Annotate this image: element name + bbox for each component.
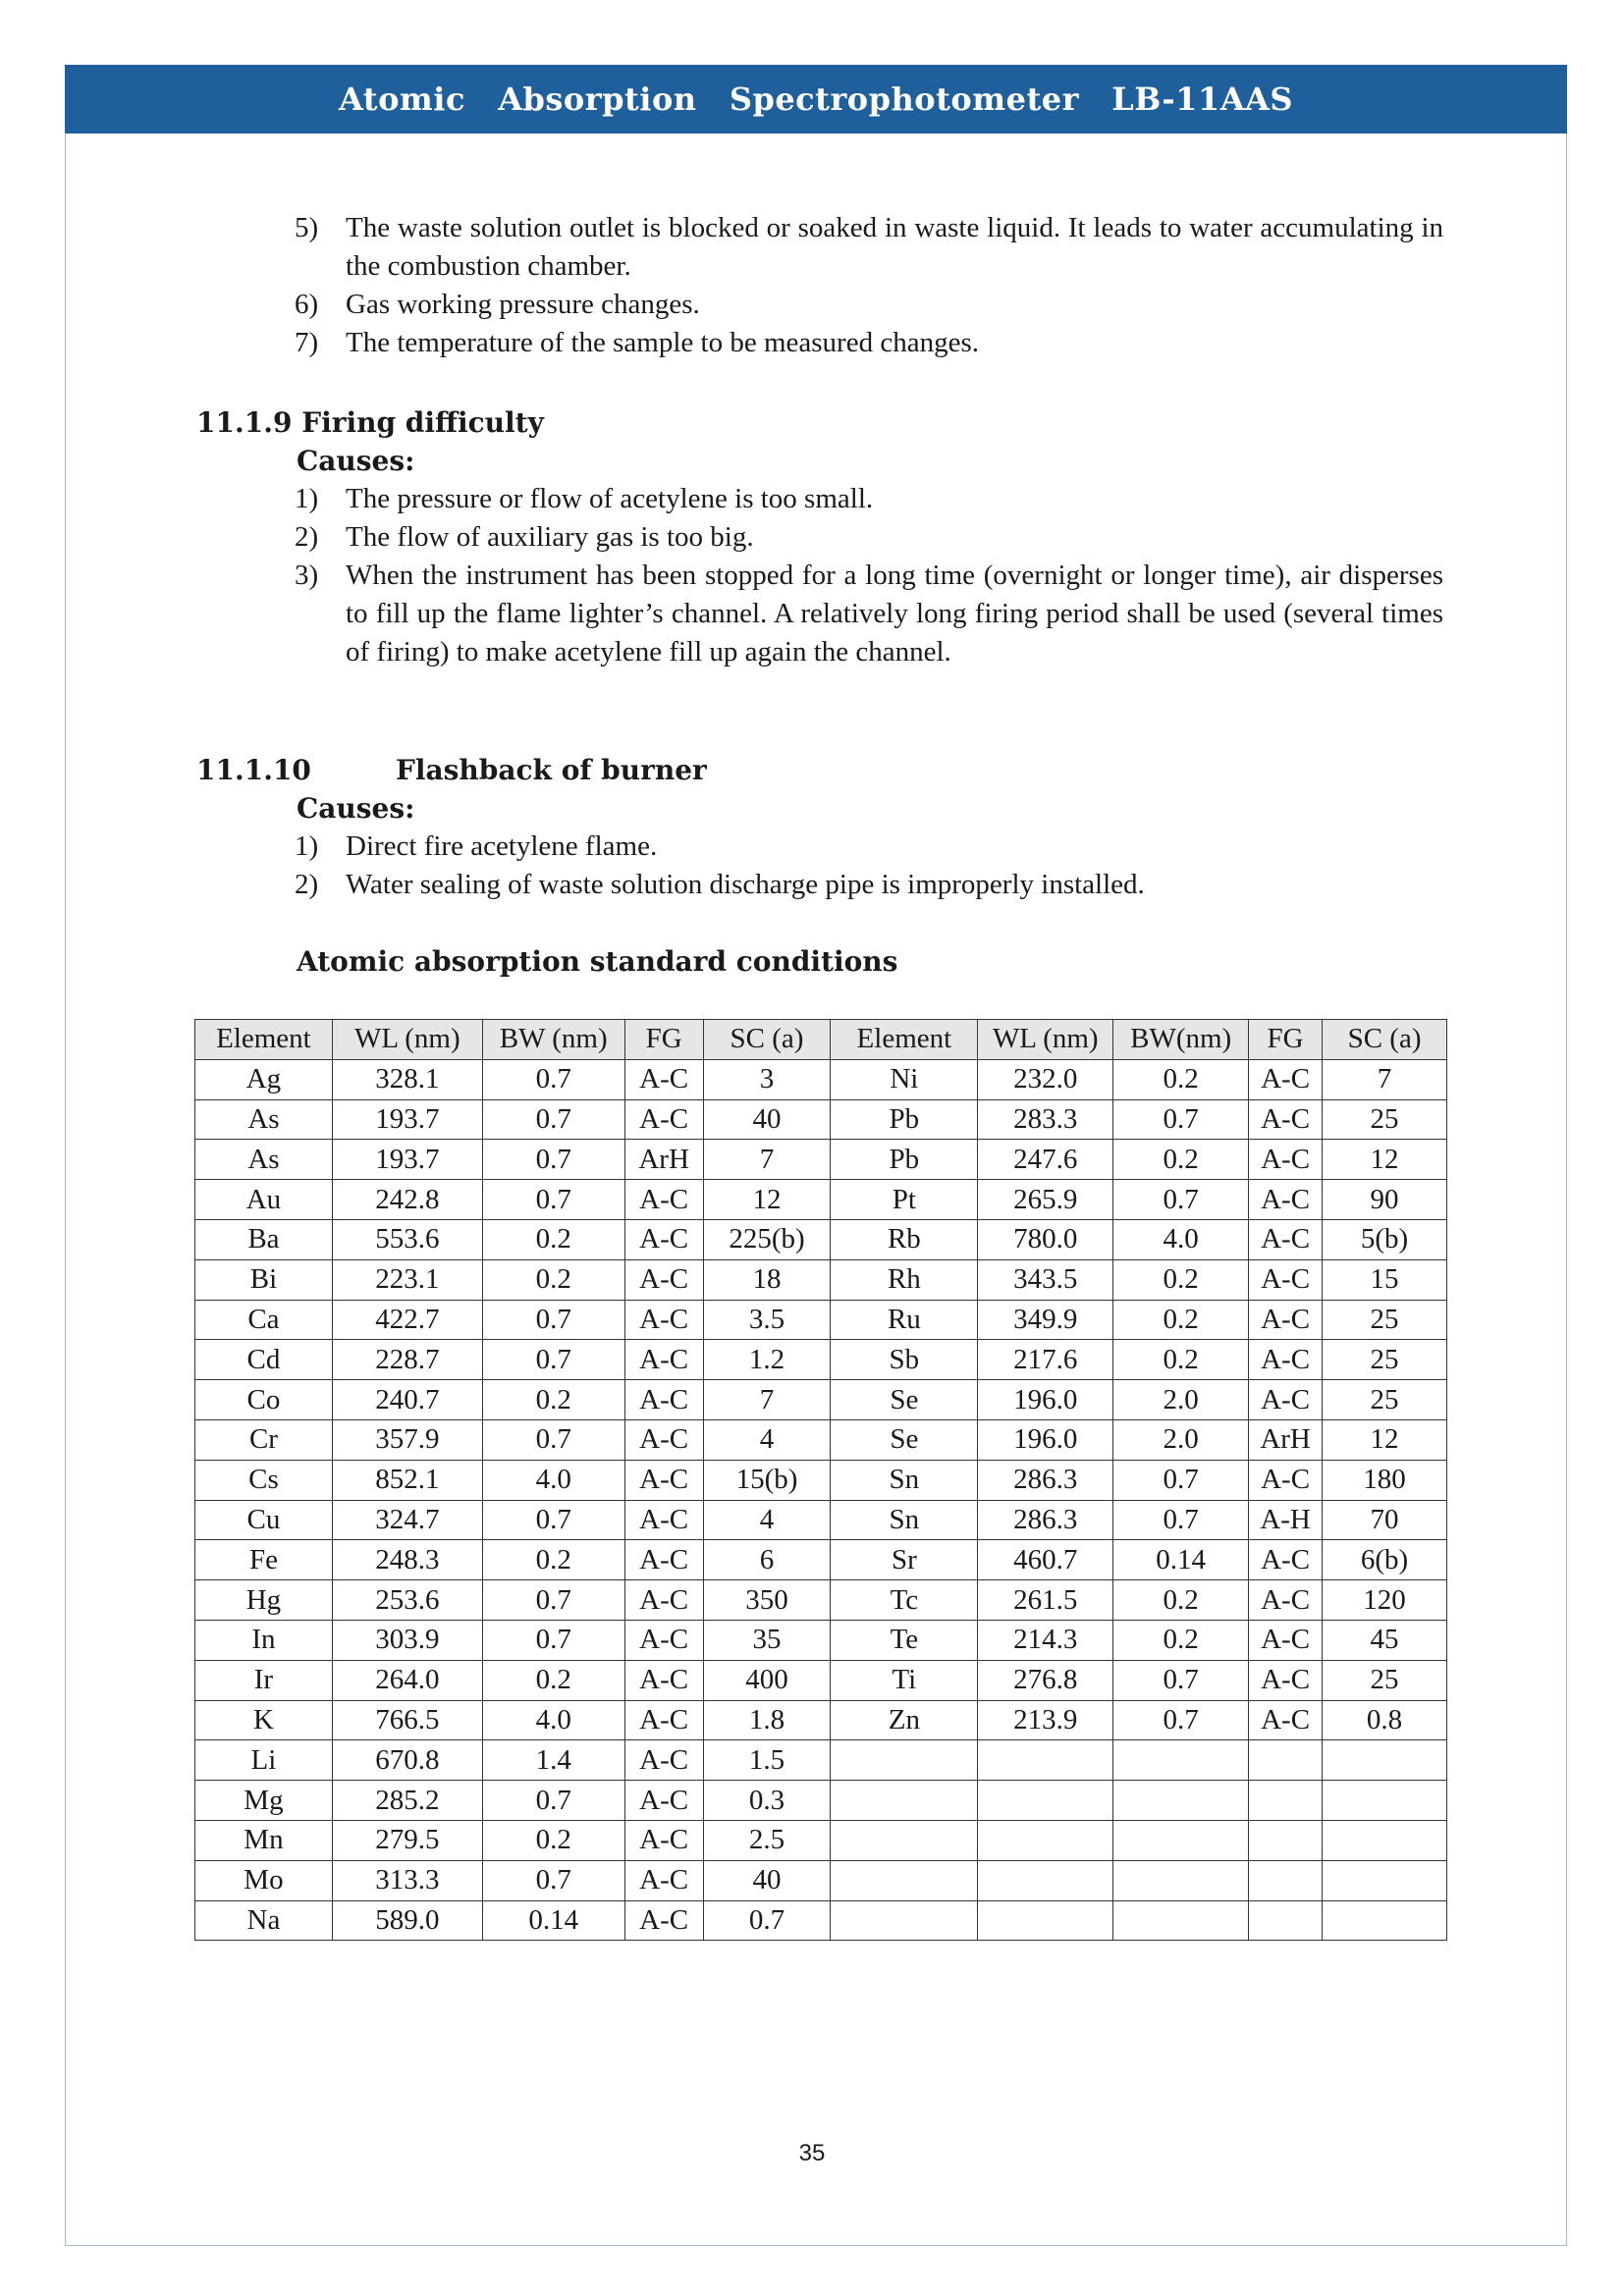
- table-cell: 766.5: [332, 1700, 482, 1740]
- table-cell: A-C: [624, 1540, 703, 1580]
- column-header: FG: [1249, 1020, 1323, 1060]
- table-cell: 3.5: [703, 1300, 831, 1340]
- table-cell: Li: [195, 1740, 333, 1781]
- list-number: 5): [295, 212, 319, 243]
- table-cell: 0.14: [1113, 1540, 1249, 1580]
- table-cell: 15(b): [703, 1460, 831, 1500]
- list-text: Direct fire acetylene flame.: [346, 830, 658, 862]
- table-cell: 0.7: [482, 1059, 624, 1099]
- table-cell: 12: [1323, 1419, 1447, 1460]
- table-cell: A-C: [624, 1180, 703, 1220]
- table-cell: A-C: [624, 1259, 703, 1300]
- table-cell: 240.7: [332, 1380, 482, 1420]
- table-cell: Zn: [831, 1700, 978, 1740]
- column-header: WL (nm): [332, 1020, 482, 1060]
- section-number: 11.1.10: [196, 754, 311, 786]
- table-cell: Se: [831, 1419, 978, 1460]
- table-cell: A-C: [624, 1419, 703, 1460]
- table-cell: A-C: [1249, 1660, 1323, 1700]
- table-cell: Ag: [195, 1059, 333, 1099]
- table-cell: [1249, 1740, 1323, 1781]
- table-row: [195, 1781, 1447, 1821]
- table-cell: Se: [831, 1380, 978, 1420]
- table-row: [195, 1419, 1447, 1460]
- table-cell: 35: [703, 1620, 831, 1660]
- table-cell: 15: [1323, 1259, 1447, 1300]
- table-cell: Au: [195, 1180, 333, 1220]
- table-row: [195, 1900, 1447, 1941]
- table-row: [195, 1300, 1447, 1340]
- table-cell: 180: [1323, 1460, 1447, 1500]
- table-cell: Bi: [195, 1259, 333, 1300]
- table-cell: A-C: [1249, 1540, 1323, 1580]
- column-header: Element: [195, 1020, 333, 1060]
- table-cell: 0.2: [1113, 1620, 1249, 1660]
- table-cell: 4: [703, 1500, 831, 1540]
- table-cell: Ca: [195, 1300, 333, 1340]
- table-cell: Sn: [831, 1500, 978, 1540]
- table-cell: 120: [1323, 1580, 1447, 1621]
- table-cell: A-C: [1249, 1620, 1323, 1660]
- table-cell: 1.8: [703, 1700, 831, 1740]
- table-cell: 350: [703, 1580, 831, 1621]
- table-cell: A-C: [1249, 1059, 1323, 1099]
- table-cell: 670.8: [332, 1740, 482, 1781]
- table-cell: 0.7: [482, 1580, 624, 1621]
- list-item: [295, 209, 1443, 286]
- table-body: [195, 1059, 1447, 1941]
- table-cell: 25: [1323, 1380, 1447, 1420]
- table-row: [195, 1860, 1447, 1900]
- table-cell: A-C: [624, 1580, 703, 1621]
- table-row: [195, 1580, 1447, 1621]
- list-text: Water sealing of waste solution discharge pipe is improperly installed.: [346, 869, 1145, 900]
- list-number: 6): [295, 289, 319, 320]
- table-cell: Te: [831, 1620, 978, 1660]
- table-cell: A-C: [624, 1340, 703, 1380]
- list-item: [295, 866, 1443, 904]
- section-title: Firing difficulty: [301, 406, 544, 439]
- table-cell: A-C: [1249, 1340, 1323, 1380]
- table-cell: Co: [195, 1380, 333, 1420]
- table-cell: 12: [703, 1180, 831, 1220]
- firing-causes-list: [295, 480, 1443, 671]
- table-cell: [1113, 1860, 1249, 1900]
- table-row: [195, 1540, 1447, 1580]
- table-cell: 0.2: [1113, 1580, 1249, 1621]
- table-cell: A-C: [624, 1500, 703, 1540]
- table-cell: Pb: [831, 1099, 978, 1140]
- table-cell: In: [195, 1620, 333, 1660]
- table-cell: 6(b): [1323, 1540, 1447, 1580]
- table-cell: 303.9: [332, 1620, 482, 1660]
- table-cell: 18: [703, 1259, 831, 1300]
- list-item: [295, 557, 1443, 671]
- table-cell: [1249, 1900, 1323, 1941]
- table-cell: 264.0: [332, 1660, 482, 1700]
- table-cell: 0.2: [482, 1820, 624, 1860]
- table-cell: 0.2: [1113, 1059, 1249, 1099]
- table-cell: A-C: [624, 1099, 703, 1140]
- table-cell: 217.6: [978, 1340, 1113, 1380]
- table-cell: Mn: [195, 1820, 333, 1860]
- table-cell: [1113, 1820, 1249, 1860]
- table-cell: 7: [1323, 1059, 1447, 1099]
- table-cell: [1249, 1860, 1323, 1900]
- table-cell: 0.2: [1113, 1259, 1249, 1300]
- table-cell: 3: [703, 1059, 831, 1099]
- column-header: BW (nm): [482, 1020, 624, 1060]
- list-item: [295, 518, 1443, 557]
- table-cell: 0.7: [482, 1500, 624, 1540]
- table-cell: [1323, 1860, 1447, 1900]
- table-cell: 276.8: [978, 1660, 1113, 1700]
- table-cell: 0.14: [482, 1900, 624, 1941]
- table-cell: Hg: [195, 1580, 333, 1621]
- table-cell: 40: [703, 1860, 831, 1900]
- table-cell: 265.9: [978, 1180, 1113, 1220]
- table-cell: A-C: [624, 1740, 703, 1781]
- table-cell: Mg: [195, 1781, 333, 1821]
- table-cell: 0.7: [482, 1419, 624, 1460]
- table-cell: 328.1: [332, 1059, 482, 1099]
- table-cell: 12: [1323, 1140, 1447, 1180]
- table-cell: 0.2: [1113, 1340, 1249, 1380]
- table-cell: 214.3: [978, 1620, 1113, 1660]
- table-cell: [1323, 1900, 1447, 1941]
- table-cell: 232.0: [978, 1059, 1113, 1099]
- column-header: Element: [831, 1020, 978, 1060]
- section-heading-flashback: [196, 751, 707, 789]
- table-cell: [1323, 1820, 1447, 1860]
- table-cell: Cd: [195, 1340, 333, 1380]
- table-cell: 196.0: [978, 1419, 1113, 1460]
- table-cell: Rh: [831, 1259, 978, 1300]
- column-header: SC (a): [703, 1020, 831, 1060]
- table-cell: 286.3: [978, 1460, 1113, 1500]
- table-cell: A-C: [1249, 1140, 1323, 1180]
- table-cell: 225(b): [703, 1219, 831, 1259]
- table-cell: 0.7: [482, 1860, 624, 1900]
- table-cell: 0.7: [482, 1340, 624, 1380]
- table-cell: 223.1: [332, 1259, 482, 1300]
- table-cell: 228.7: [332, 1340, 482, 1380]
- table-cell: [1113, 1740, 1249, 1781]
- table-cell: [831, 1781, 978, 1821]
- section-number: 11.1.9: [196, 406, 293, 439]
- table-cell: 1.5: [703, 1740, 831, 1781]
- table-cell: 4.0: [482, 1460, 624, 1500]
- list-text: The pressure or flow of acetylene is too small.: [346, 483, 874, 514]
- table-cell: 40: [703, 1099, 831, 1140]
- table-row: [195, 1500, 1447, 1540]
- table-cell: 25: [1323, 1660, 1447, 1700]
- table-cell: 460.7: [978, 1540, 1113, 1580]
- table-title: Atomic absorption standard conditions: [297, 945, 898, 978]
- table-row: [195, 1700, 1447, 1740]
- table-cell: Pt: [831, 1180, 978, 1220]
- list-number: 2): [295, 869, 319, 900]
- table-row: [195, 1460, 1447, 1500]
- table-row: [195, 1340, 1447, 1380]
- table-cell: A-C: [624, 1900, 703, 1941]
- table-cell: A-C: [624, 1820, 703, 1860]
- table-cell: [1113, 1781, 1249, 1821]
- table-cell: 553.6: [332, 1219, 482, 1259]
- table-header-row: [195, 1020, 1447, 1060]
- table-cell: 0.8: [1323, 1700, 1447, 1740]
- table-cell: [1249, 1820, 1323, 1860]
- table-cell: 25: [1323, 1099, 1447, 1140]
- list-number: 3): [295, 560, 319, 591]
- section-heading-firing: [196, 403, 544, 442]
- table-cell: 0.2: [482, 1219, 624, 1259]
- table-cell: [1113, 1900, 1249, 1941]
- table-row: [195, 1219, 1447, 1259]
- list-number: 7): [295, 327, 319, 358]
- table-cell: 0.7: [1113, 1500, 1249, 1540]
- table-cell: Ru: [831, 1300, 978, 1340]
- table-cell: Ba: [195, 1219, 333, 1259]
- table-cell: 313.3: [332, 1860, 482, 1900]
- table-row: [195, 1059, 1447, 1099]
- table-cell: Cs: [195, 1460, 333, 1500]
- table-cell: 2.0: [1113, 1380, 1249, 1420]
- table-cell: Pb: [831, 1140, 978, 1180]
- table-cell: K: [195, 1700, 333, 1740]
- table-cell: 0.2: [482, 1380, 624, 1420]
- table-cell: 279.5: [332, 1820, 482, 1860]
- table-cell: [831, 1820, 978, 1860]
- table-cell: 0.7: [1113, 1180, 1249, 1220]
- table-cell: 0.7: [482, 1140, 624, 1180]
- table-cell: A-C: [624, 1860, 703, 1900]
- table-cell: 0.7: [482, 1099, 624, 1140]
- table-cell: 193.7: [332, 1099, 482, 1140]
- table-cell: A-C: [624, 1781, 703, 1821]
- table-cell: Rb: [831, 1219, 978, 1259]
- table-cell: Sb: [831, 1340, 978, 1380]
- table-cell: 193.7: [332, 1140, 482, 1180]
- table-cell: 70: [1323, 1500, 1447, 1540]
- table-cell: 0.3: [703, 1781, 831, 1821]
- table-cell: 0.7: [482, 1300, 624, 1340]
- table-cell: 1.2: [703, 1340, 831, 1380]
- table-cell: [1323, 1781, 1447, 1821]
- table-cell: 852.1: [332, 1460, 482, 1500]
- table-row: [195, 1099, 1447, 1140]
- table-cell: 0.2: [482, 1540, 624, 1580]
- table-cell: A-C: [624, 1460, 703, 1500]
- causes-label: Causes:: [297, 445, 415, 477]
- table-cell: 6: [703, 1540, 831, 1580]
- table-cell: A-C: [624, 1300, 703, 1340]
- list-text: The flow of auxiliary gas is too big.: [346, 521, 754, 553]
- table-cell: 248.3: [332, 1540, 482, 1580]
- list-text: When the instrument has been stopped for a long time (overnight or longer time), air disperses to fill up the flame lighter’s channel. A relatively long firing period shall be used (several times of firing) to make acetylene fill up again the channel.: [346, 560, 1443, 667]
- table-cell: 253.6: [332, 1580, 482, 1621]
- table-cell: 261.5: [978, 1580, 1113, 1621]
- list-item: [295, 480, 1443, 518]
- table-row: [195, 1660, 1447, 1700]
- table-cell: A-C: [624, 1380, 703, 1420]
- table-cell: A-C: [624, 1219, 703, 1259]
- table-cell: 0.7: [1113, 1700, 1249, 1740]
- table-cell: 285.2: [332, 1781, 482, 1821]
- table-cell: 7: [703, 1380, 831, 1420]
- table-row: [195, 1140, 1447, 1180]
- table-cell: 213.9: [978, 1700, 1113, 1740]
- table-cell: [1323, 1740, 1447, 1781]
- table-cell: 5(b): [1323, 1219, 1447, 1259]
- table-row: [195, 1380, 1447, 1420]
- table-cell: A-C: [1249, 1300, 1323, 1340]
- table-cell: 0.7: [482, 1180, 624, 1220]
- table-cell: [978, 1781, 1113, 1821]
- table-cell: As: [195, 1099, 333, 1140]
- header-title: Atomic Absorption Spectrophotometer LB-11AAS: [339, 80, 1293, 118]
- table-cell: A-C: [1249, 1219, 1323, 1259]
- list-text: The temperature of the sample to be measured changes.: [346, 327, 979, 358]
- list-number: 1): [295, 483, 319, 514]
- table-cell: 0.2: [482, 1660, 624, 1700]
- table-cell: 589.0: [332, 1900, 482, 1941]
- table-cell: 0.7: [1113, 1660, 1249, 1700]
- list-number: 1): [295, 830, 319, 862]
- table-cell: 196.0: [978, 1380, 1113, 1420]
- table-cell: 286.3: [978, 1500, 1113, 1540]
- causes-label: Causes:: [297, 792, 415, 825]
- table-cell: A-C: [1249, 1180, 1323, 1220]
- table-cell: Ir: [195, 1660, 333, 1700]
- page-number: 35: [798, 2140, 826, 2166]
- table-cell: 2.0: [1113, 1419, 1249, 1460]
- table-cell: 0.2: [482, 1259, 624, 1300]
- table-cell: A-C: [1249, 1380, 1323, 1420]
- column-header: FG: [624, 1020, 703, 1060]
- table-cell: Tc: [831, 1580, 978, 1621]
- table-cell: Mo: [195, 1860, 333, 1900]
- table-cell: 0.2: [1113, 1300, 1249, 1340]
- table-cell: 25: [1323, 1300, 1447, 1340]
- table-cell: Sr: [831, 1540, 978, 1580]
- table-cell: 283.3: [978, 1099, 1113, 1140]
- table-cell: 422.7: [332, 1300, 482, 1340]
- table-cell: A-C: [624, 1700, 703, 1740]
- table-row: [195, 1820, 1447, 1860]
- table-cell: ArH: [624, 1140, 703, 1180]
- table-cell: 0.7: [482, 1781, 624, 1821]
- table-cell: 400: [703, 1660, 831, 1700]
- table-cell: Cu: [195, 1500, 333, 1540]
- table-cell: A-H: [1249, 1500, 1323, 1540]
- table-cell: [831, 1740, 978, 1781]
- table-cell: Na: [195, 1900, 333, 1941]
- table-cell: [831, 1900, 978, 1941]
- table-cell: 242.8: [332, 1180, 482, 1220]
- flashback-causes-list: [295, 828, 1443, 904]
- table-cell: 0.7: [482, 1620, 624, 1660]
- table-cell: Cr: [195, 1419, 333, 1460]
- table-cell: ArH: [1249, 1419, 1323, 1460]
- table-cell: 25: [1323, 1340, 1447, 1380]
- table-cell: 0.7: [1113, 1099, 1249, 1140]
- table-cell: 0.7: [703, 1900, 831, 1941]
- table-cell: 45: [1323, 1620, 1447, 1660]
- document-header: [65, 65, 1567, 133]
- table-cell: 4.0: [1113, 1219, 1249, 1259]
- column-header: SC (a): [1323, 1020, 1447, 1060]
- table-row: [195, 1620, 1447, 1660]
- table-cell: A-C: [1249, 1259, 1323, 1300]
- table-cell: As: [195, 1140, 333, 1180]
- table-cell: Sn: [831, 1460, 978, 1500]
- table-cell: 247.6: [978, 1140, 1113, 1180]
- table-cell: 90: [1323, 1180, 1447, 1220]
- table-row: [195, 1259, 1447, 1300]
- column-header: WL (nm): [978, 1020, 1113, 1060]
- table-cell: 0.7: [1113, 1460, 1249, 1500]
- table-cell: A-C: [1249, 1700, 1323, 1740]
- section-title: Flashback of burner: [396, 754, 707, 786]
- table-cell: A-C: [1249, 1460, 1323, 1500]
- table-cell: Ni: [831, 1059, 978, 1099]
- table-cell: [978, 1740, 1113, 1781]
- table-cell: Fe: [195, 1540, 333, 1580]
- table-row: [195, 1740, 1447, 1781]
- table-cell: [1249, 1781, 1323, 1821]
- list-number: 2): [295, 521, 319, 553]
- list-item: [295, 324, 1443, 362]
- table-cell: 780.0: [978, 1219, 1113, 1259]
- table-cell: 324.7: [332, 1500, 482, 1540]
- list-text: The waste solution outlet is blocked or soaked in waste liquid. It leads to water accumulating in the combustion chamber.: [346, 212, 1443, 282]
- table-cell: A-C: [1249, 1580, 1323, 1621]
- standard-conditions-table: [194, 1019, 1447, 1941]
- table-cell: 343.5: [978, 1259, 1113, 1300]
- table-cell: A-C: [624, 1620, 703, 1660]
- column-header: BW(nm): [1113, 1020, 1249, 1060]
- table-cell: [978, 1900, 1113, 1941]
- table-cell: 357.9: [332, 1419, 482, 1460]
- table-cell: 1.4: [482, 1740, 624, 1781]
- table-cell: 0.2: [1113, 1140, 1249, 1180]
- table-cell: [831, 1860, 978, 1900]
- table-cell: 4.0: [482, 1700, 624, 1740]
- table-cell: Ti: [831, 1660, 978, 1700]
- list-item: [295, 828, 1443, 866]
- table-cell: 349.9: [978, 1300, 1113, 1340]
- table-row: [195, 1180, 1447, 1220]
- table-cell: A-C: [624, 1660, 703, 1700]
- table-cell: 2.5: [703, 1820, 831, 1860]
- table-cell: A-C: [624, 1059, 703, 1099]
- table-cell: A-C: [1249, 1099, 1323, 1140]
- intro-list: [295, 209, 1443, 362]
- table-cell: [978, 1820, 1113, 1860]
- table-cell: 7: [703, 1140, 831, 1180]
- table-cell: [978, 1860, 1113, 1900]
- table-cell: 4: [703, 1419, 831, 1460]
- list-text: Gas working pressure changes.: [346, 289, 700, 320]
- list-item: [295, 286, 1443, 324]
